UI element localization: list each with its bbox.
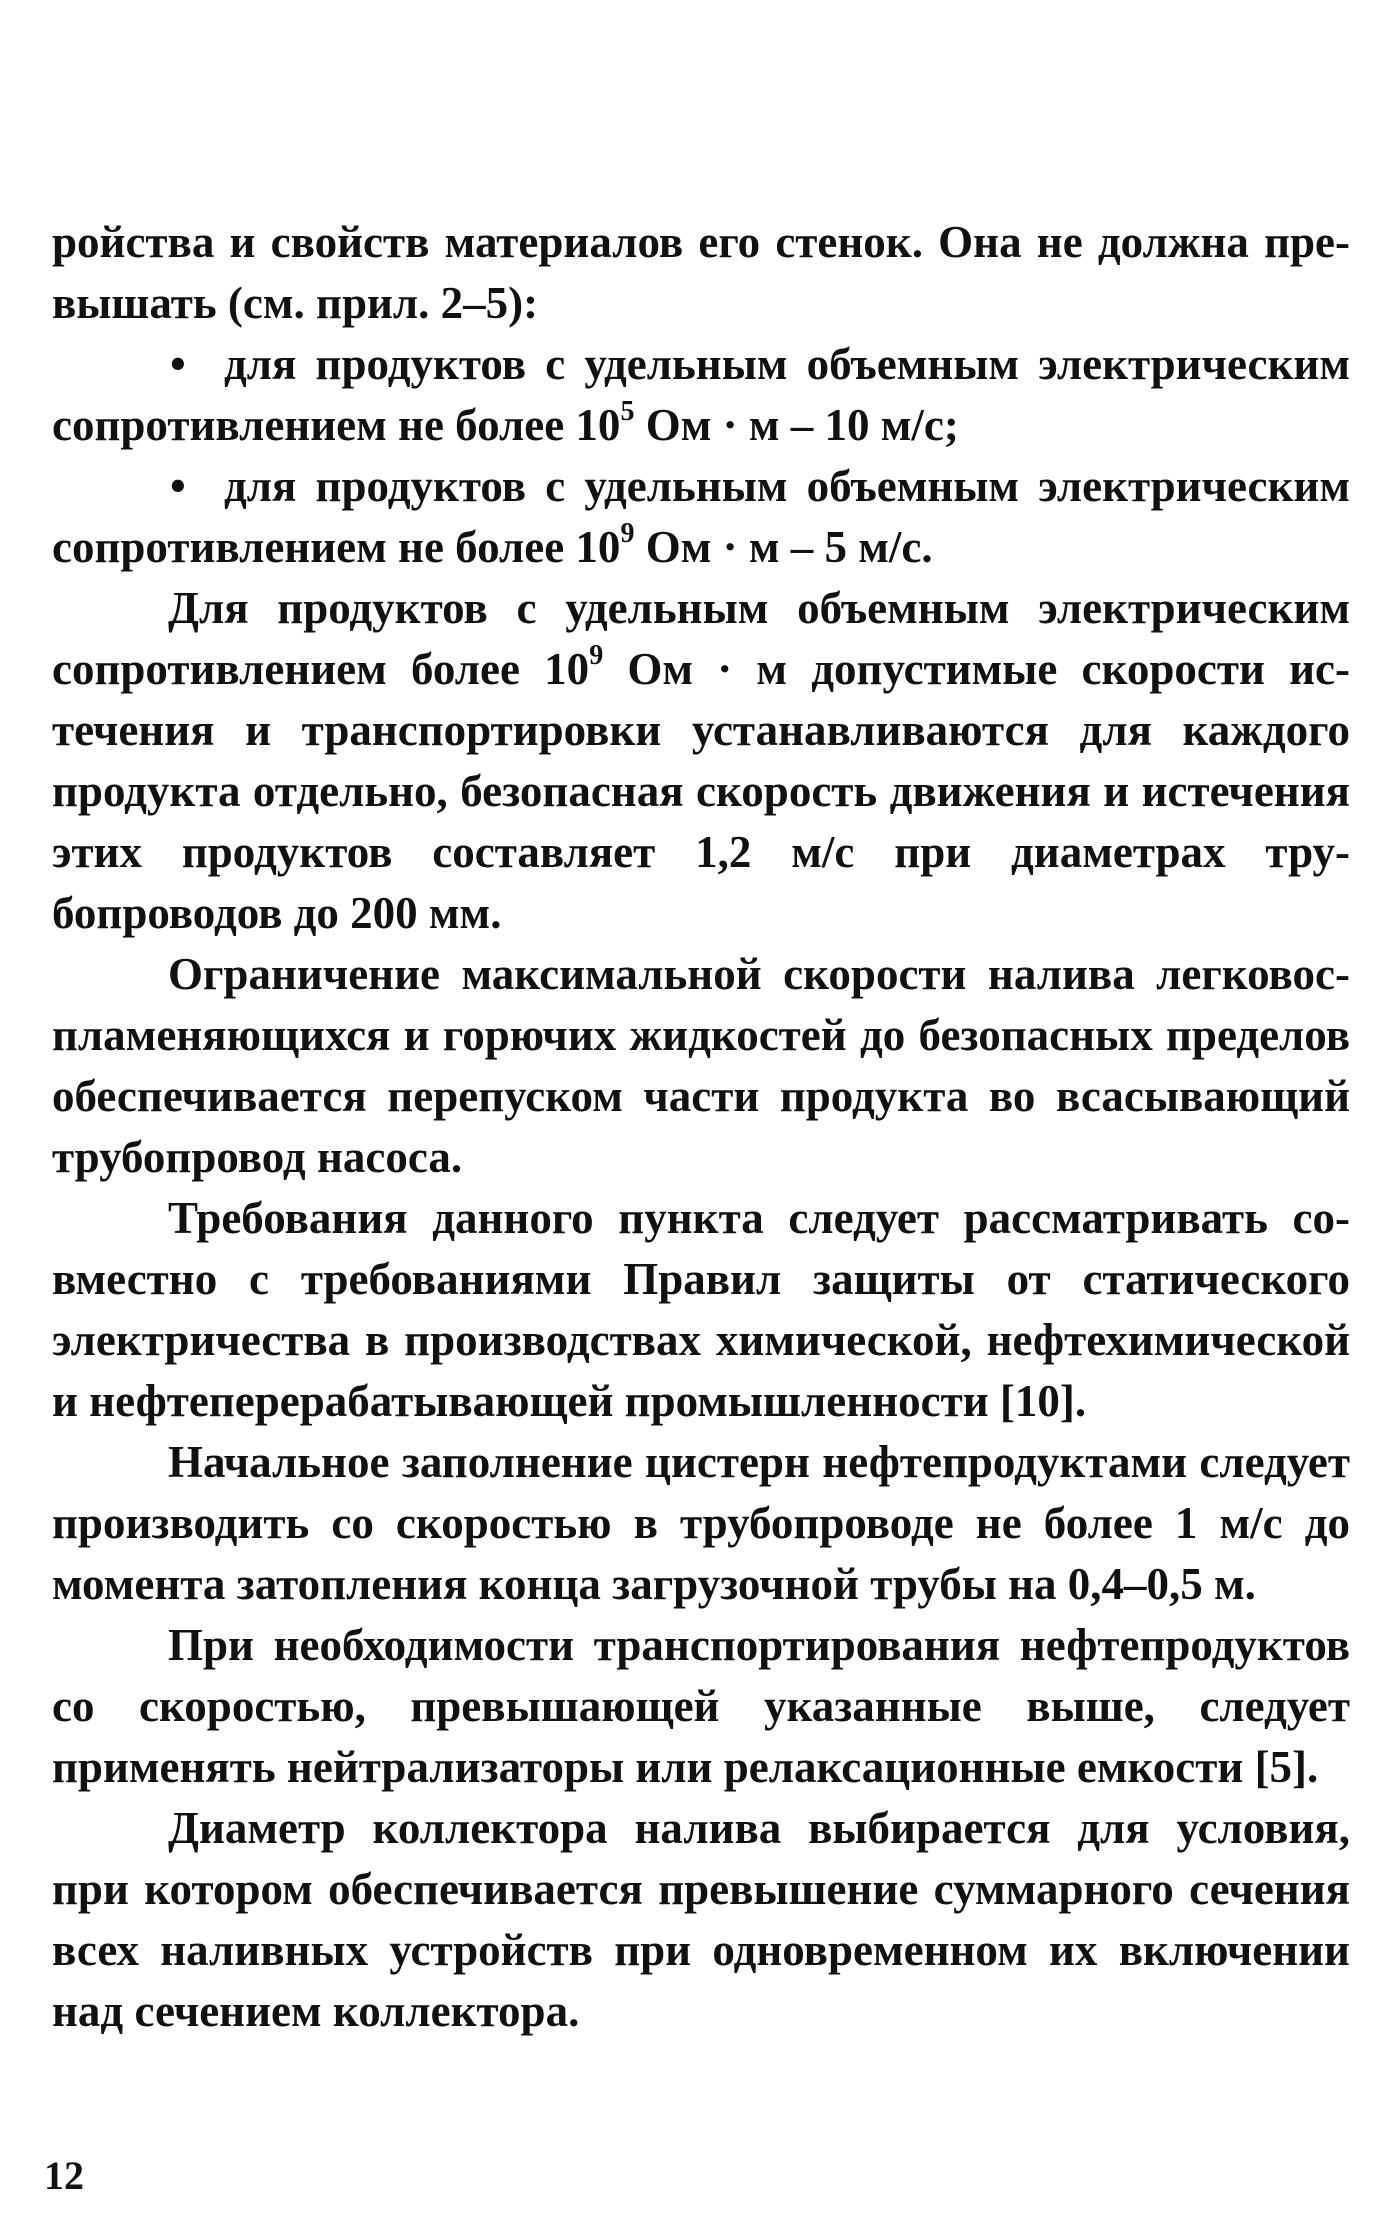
exponent: 9: [620, 518, 635, 549]
paragraph: [52, 1615, 1350, 1798]
text-segment: для продуктов с удельным объемным электрическим сопротивлением не более 10: [52, 461, 1350, 572]
bullet-item: [52, 456, 1350, 578]
paragraph: [52, 1188, 1350, 1432]
document-page: [52, 212, 1350, 2042]
text-segment: Диаметр коллектора налива выбирается для условия, при котором обеспечивается превышение суммарного сечения всех наливных устройств при одновременном их включении над сечением коллектора.: [52, 1803, 1350, 2036]
bullet-marker: •: [170, 461, 186, 511]
text-segment: Ом · м допустимые скорости истечения и транспортировки устанавливаются для каждого продукта отдельно, безопасная скорость движения и истечения этих продуктов составляет 1,2 м/с при диаметрах трубопроводов до 200 мм.: [52, 644, 1350, 938]
bullet-marker: •: [170, 339, 186, 389]
continuation-paragraph: [52, 212, 1350, 334]
exponent: 9: [589, 640, 604, 671]
exponent: 5: [620, 396, 635, 427]
paragraph: [52, 578, 1350, 944]
text-segment: Ом · м – 10 м/с;: [634, 400, 959, 450]
text-segment: Требования данного пункта следует рассматривать совместно с требованиями Правил защиты от статического электричества в производствах химической, нефтехимической и нефтеперерабатывающей промышленности [10].: [52, 1193, 1350, 1426]
text-segment: Ом · м – 5 м/с.: [634, 522, 933, 572]
document-body: [52, 212, 1350, 2042]
paragraph: [52, 944, 1350, 1188]
text-segment: Для продуктов с удельным объемным электрическим сопротивлением более 10: [52, 583, 1350, 694]
paragraph: [52, 1432, 1350, 1615]
bullet-item: [52, 334, 1350, 456]
page-number: 12: [44, 2153, 84, 2198]
text-segment: ройства и свойств материалов его стенок. Она не должна превышать (см. прил. 2–5):: [52, 217, 1350, 328]
text-segment: Ограничение максимальной скорости налива легковоспламеняющихся и горючих жидкостей до безопасных пределов обеспечивается перепуском части продукта во всасывающий трубопровод насоса.: [52, 949, 1350, 1182]
paragraph: [52, 1798, 1350, 2042]
text-segment: При необходимости транспортирования нефтепродуктов со скоростью, превышающей указанные выше, следует применять нейтрализаторы или релаксационные емкости [5].: [52, 1620, 1350, 1792]
text-segment: для продуктов с удельным объемным электрическим сопротивлением не более 10: [52, 339, 1350, 450]
text-segment: Начальное заполнение цистерн нефтепродуктами следует производить со скоростью в трубопроводе не более 1 м/с до момента затопления конца загрузочной трубы на 0,4–0,5 м.: [52, 1437, 1350, 1609]
